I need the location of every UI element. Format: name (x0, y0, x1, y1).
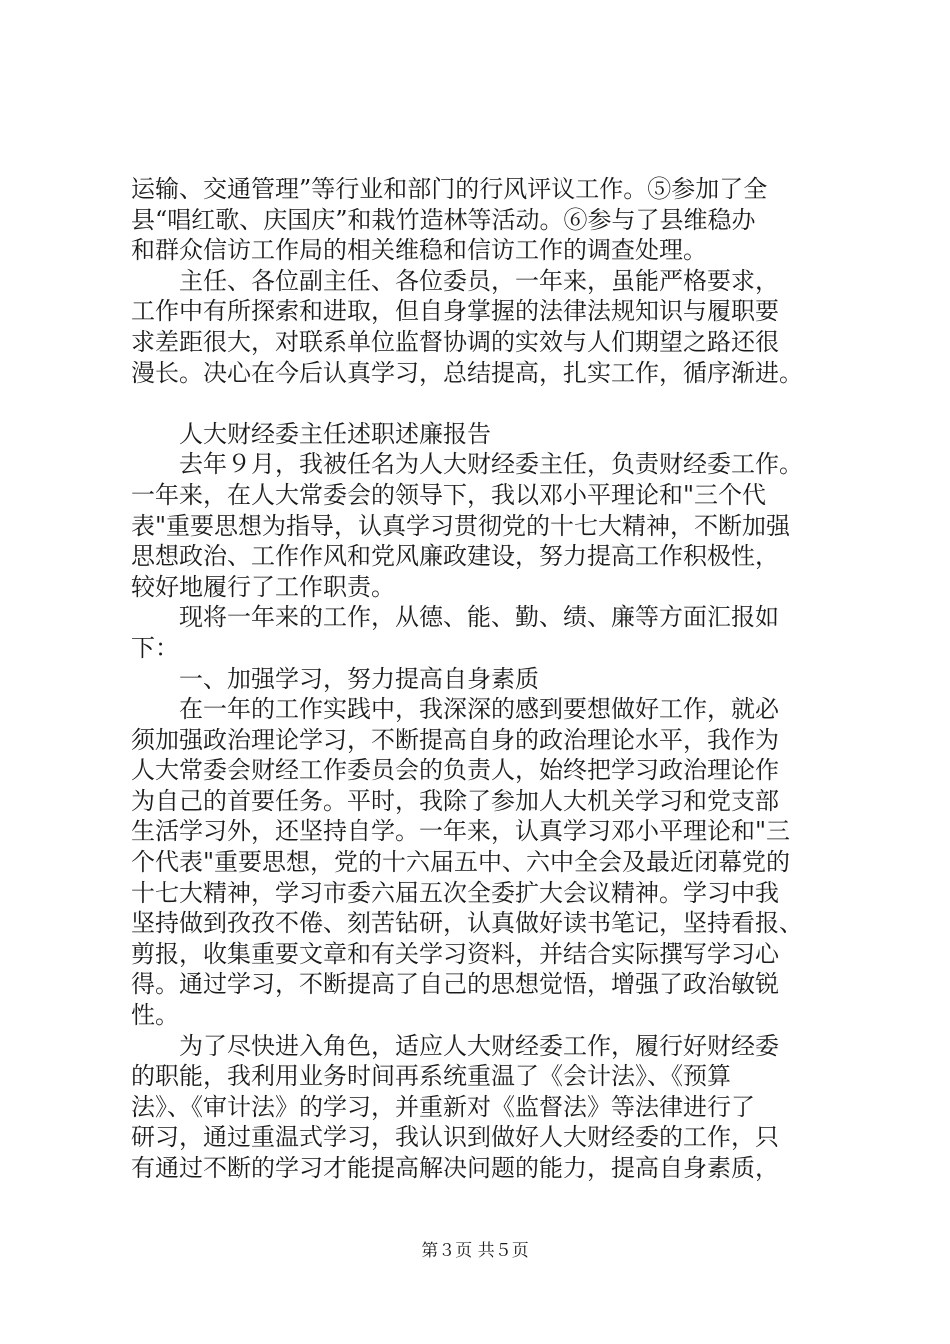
text-line: 去年９月，我被任名为人大财经委主任，负责财经委工作。 (179, 450, 803, 479)
text-line: 有通过不断的学习才能提高解决问题的能力，提高自身素质， (131, 1154, 779, 1182)
text-line: 运输、交通管理”等行业和部门的行风评议工作。⑤参加了全 (131, 175, 768, 203)
text-line: 研习，通过重温式学习，我认识到做好人大财经委的工作，只 (131, 1123, 779, 1152)
text-line: 思想政治、工作作风和党风廉政建设，努力提高工作积极性， (131, 542, 779, 571)
text-line: 法》、《审计法》的学习，并重新对《监督法》等法律进行了 (131, 1092, 755, 1121)
text-line: 生活学习外，还坚持自学。一年来，认真学习邓小平理论和"三 (131, 817, 791, 846)
text-line: 求差距很大，对联系单位监督协调的实效与人们期望之路还很 (131, 327, 779, 356)
text-line: 现将一年来的工作，从德、能、勤、绩、廉等方面汇报如 (179, 603, 779, 632)
text-line: 和群众信访工作局的相关维稳和信访工作的调查处理。 (131, 236, 707, 265)
text-line: 工作中有所探索和进取，但自身掌握的法律法规知识与履职要 (131, 297, 779, 326)
text-line: 主任、各位副主任、各位委员，一年来，虽能严格要求， (179, 266, 779, 295)
text-line: 表"重要思想为指导，认真学习贯彻党的十七大精神，不断加强 (131, 511, 791, 540)
text-line: 在一年的工作实践中，我深深的感到要想做好工作，就必 (179, 695, 779, 724)
text-line: 漫长。决心在今后认真学习，总结提高，扎实工作，循序渐进。 (131, 358, 803, 387)
text-line: 的职能，我利用业务时间再系统重温了《会计法》、《预算 (131, 1062, 731, 1091)
text-line: 坚持做到孜孜不倦、刻苦钻研，认真做好读书笔记，坚持看报、 (131, 909, 803, 938)
paragraph-law-study (131, 1031, 826, 1184)
paragraph-closing (131, 266, 826, 388)
report-title: 人大财经委主任述职述廉报告 (179, 419, 491, 448)
text-line: 一年来，在人大常委会的领导下，我以邓小平理论和"三个代 (131, 480, 767, 509)
blank-line (131, 388, 826, 419)
text-line: 县“唱红歌、庆国庆”和栽竹造林等活动。⑥参与了县维稳办 (131, 205, 756, 234)
text-line: 十七大精神，学习市委六届五次全委扩大会议精神。学习中我 (131, 878, 779, 907)
text-line: 性。 (131, 1001, 179, 1030)
paragraph-summary (131, 602, 826, 663)
paragraph-continuation (131, 174, 826, 266)
text-line: 人大常委会财经工作委员会的负责人，始终把学习政治理论作 (131, 756, 779, 785)
paragraph-study (131, 694, 826, 1031)
text-line: 下： (131, 633, 179, 662)
paragraph-intro (131, 449, 826, 602)
text-line: 个代表"重要思想，党的十六届五中、六中全会及最近闭幕党的 (131, 848, 791, 877)
text-line: 得。通过学习，不断提高了自己的思想觉悟，增强了政治敏锐 (131, 970, 779, 999)
text-line: 较好地履行了工作职责。 (131, 572, 395, 601)
section-heading: 一、加强学习，努力提高自身素质 (179, 664, 539, 693)
text-line: 须加强政治理论学习，不断提高自身的政治理论水平，我作为 (131, 725, 779, 754)
text-line: 剪报，收集重要文章和有关学习资料，并结合实际撰写学习心 (131, 939, 779, 968)
text-line: 为了尽快进入角色，适应人大财经委工作，履行好财经委 (179, 1031, 779, 1060)
document-body (131, 174, 826, 1184)
page-number-footer: 第３页 共５页 (421, 1241, 529, 1261)
text-line: 为自己的首要任务。平时，我除了参加人大机关学习和党支部 (131, 786, 779, 815)
